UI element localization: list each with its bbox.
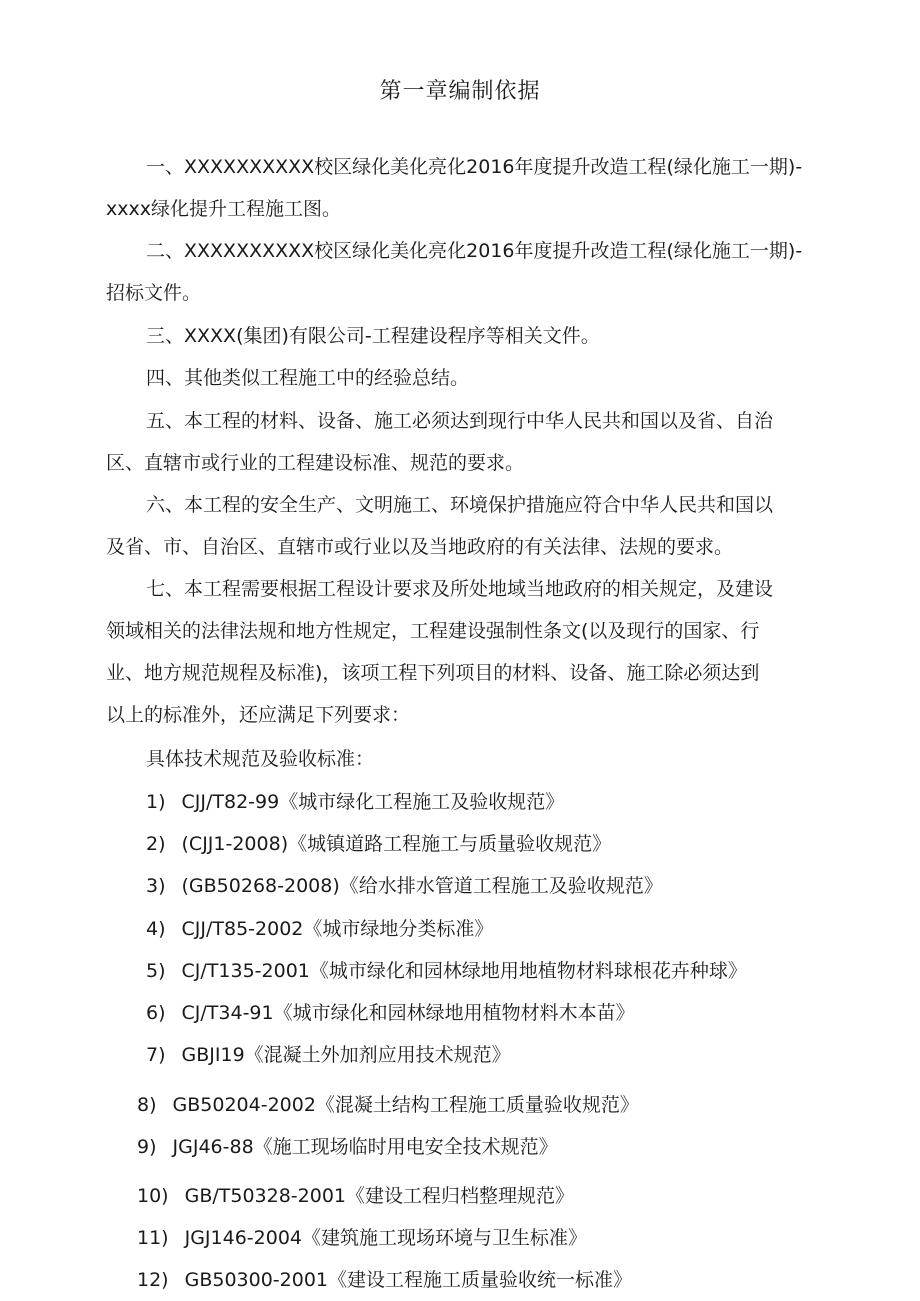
list-number: 1) (146, 791, 166, 813)
text-line: 以上的标准外，还应满足下列要求： (106, 704, 411, 726)
list-text: JGJ46-88《施工现场临时用电安全技术规范》 (172, 1136, 558, 1158)
list-text: CJ/T34-91《城市绿化和园林绿地用植物材料木本苗》 (181, 1002, 635, 1024)
list-number: 7) (146, 1044, 166, 1066)
list-text: CJ/T135-2001《城市绿化和园林绿地用地植物材料球根花卉种球》 (181, 960, 747, 982)
list-item (137, 1181, 574, 1211)
list-number: 9) (137, 1136, 157, 1158)
text-line: 招标文件。 (106, 282, 202, 304)
text-line: 七、本工程需要根据工程设计要求及所处地域当地政府的相关规定，及建设 (146, 578, 774, 600)
list-item (146, 871, 663, 901)
list-number: 4) (146, 918, 166, 940)
text-line: 区、直辖市或行业的工程建设标准、规范的要求。 (106, 452, 525, 474)
text-line: 三、XXXX(集团)有限公司-工程建设程序等相关文件。 (146, 325, 600, 347)
standards-heading (106, 738, 818, 780)
list-number: 11) (137, 1227, 169, 1249)
text-line: 领域相关的法律法规和地方性规定，工程建设强制性条文(以及现行的国家、行 (106, 620, 760, 642)
list-number: 12) (137, 1269, 169, 1291)
list-number: 6) (146, 1002, 166, 1024)
text-line: 二、XXXXXXXXXX校区绿化美化亮化2016年度提升改造工程(绿化施工一期)- (146, 240, 803, 262)
text-line: 五、本工程的材料、设备、施工必须达到现行中华人民共和国以及省、自治 (146, 410, 774, 432)
text-line: 六、本工程的安全生产、文明施工、环境保护措施应符合中华人民共和国以 (146, 494, 774, 516)
text-line: xxxx绿化提升工程施工图。 (106, 198, 341, 220)
list-item (137, 1132, 558, 1162)
list-text: CJJ/T85-2002《城市绿地分类标准》 (181, 918, 494, 940)
list-item (146, 787, 564, 817)
list-number: 5) (146, 960, 166, 982)
text-line: 四、其他类似工程施工中的经验总结。 (146, 367, 470, 389)
list-text: (CJJ1-2008)《城镇道路工程施工与质量验收规范》 (181, 833, 612, 855)
list-text: GBJI19《混凝土外加剂应用技术规范》 (181, 1044, 511, 1066)
list-item (146, 998, 635, 1028)
basis-item-3 (106, 315, 818, 357)
list-text: JGJ146-2004《建筑施工现场环境与卫生标准》 (184, 1227, 587, 1249)
basis-item-7 (106, 568, 818, 736)
list-text: GB50204-2002《混凝土结构工程施工质量验收规范》 (172, 1094, 639, 1116)
list-number: 8) (137, 1094, 157, 1116)
text-line: 一、XXXXXXXXXX校区绿化美化亮化2016年度提升改造工程(绿化施工一期)- (146, 156, 803, 178)
basis-item-2 (106, 230, 818, 314)
list-item (137, 1223, 587, 1253)
list-number: 2) (146, 833, 166, 855)
basis-item-6 (106, 484, 818, 568)
list-item (137, 1090, 639, 1120)
list-text: GB/T50328-2001《建设工程归档整理规范》 (184, 1185, 575, 1207)
basis-item-4 (106, 357, 818, 399)
list-item (146, 956, 747, 986)
list-text: CJJ/T82-99《城市绿化工程施工及验收规范》 (181, 791, 565, 813)
text-line: 及省、市、自治区、直辖市或行业以及当地政府的有关法律、法规的要求。 (106, 536, 734, 558)
basis-item-5 (106, 400, 818, 484)
list-number: 10) (137, 1185, 169, 1207)
list-item (146, 1040, 511, 1070)
list-item (146, 914, 493, 944)
list-item (137, 1265, 632, 1295)
chapter-title: 第一章编制依据 (379, 79, 541, 104)
list-number: 3) (146, 875, 166, 897)
list-text: (GB50268-2008)《给水排水管道工程施工及验收规范》 (181, 875, 663, 897)
list-item (146, 829, 611, 859)
list-text: GB50300-2001《建设工程施工质量验收统一标准》 (184, 1269, 633, 1291)
text-line: 业、地方规范规程及标准)，该项工程下列项目的材料、设备、施工除必须达到 (106, 662, 760, 684)
text-line: 具体技术规范及验收标准： (146, 748, 375, 770)
basis-item-1 (106, 146, 818, 230)
